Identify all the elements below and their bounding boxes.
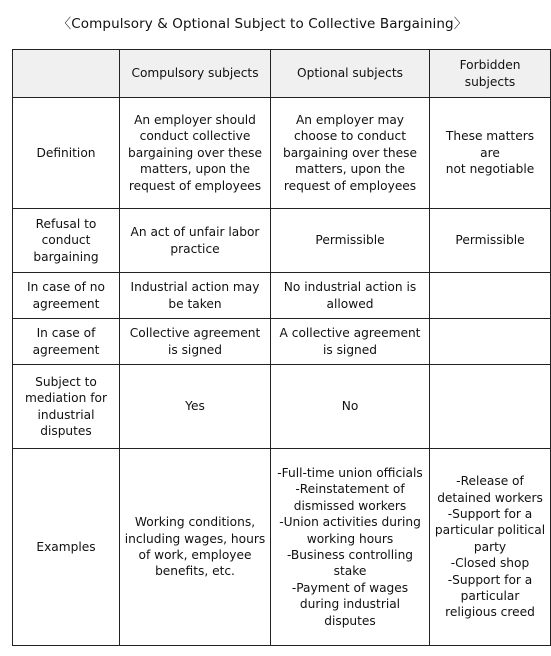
row-label-definition: Definition <box>13 98 120 209</box>
cell-optional: No <box>271 365 430 449</box>
cell-forbidden: These matters are not negotiable <box>430 98 551 209</box>
row-label-refusal: Refusal to conduct bargaining <box>13 209 120 273</box>
document-title: 〈Compulsory & Optional Subject to Collective Bargaining〉 <box>57 16 468 32</box>
header-cell-compulsory: Compulsory subjects <box>120 50 271 98</box>
table-row <box>13 273 551 319</box>
cell-compulsory: Yes <box>120 365 271 449</box>
cell-optional: A collective agreement is signed <box>271 319 430 365</box>
table-row <box>13 365 551 449</box>
cell-compulsory: Industrial action may be taken <box>120 273 271 319</box>
cell-forbidden <box>430 273 551 319</box>
cell-optional: No industrial action is allowed <box>271 273 430 319</box>
header-cell-empty <box>13 50 120 98</box>
row-label-agreement: In case of agreement <box>13 319 120 365</box>
header-cell-forbidden: Forbidden subjects <box>430 50 551 98</box>
cell-forbidden: -Release of detained workers -Support for a particular political party -Closed shop -Support for a particular religious creed <box>430 449 551 646</box>
table-row <box>13 319 551 365</box>
cell-optional: -Full-time union officials -Reinstatement of dismissed workers -Union activities during working hours -Business controlling stake -Payment of wages during industrial disputes <box>271 449 430 646</box>
row-label-examples: Examples <box>13 449 120 646</box>
table-row <box>13 98 551 209</box>
table-row <box>13 449 551 646</box>
cell-optional: An employer may choose to conduct bargaining over these matters, upon the request of employees <box>271 98 430 209</box>
cell-compulsory: Working conditions, including wages, hours of work, employee benefits, etc. <box>120 449 271 646</box>
row-label-mediation: Subject to mediation for industrial disputes <box>13 365 120 449</box>
cell-forbidden <box>430 365 551 449</box>
bargaining-subjects-table <box>12 49 551 646</box>
row-label-no-agreement: In case of no agreement <box>13 273 120 319</box>
cell-compulsory: An act of unfair labor practice <box>120 209 271 273</box>
cell-forbidden <box>430 319 551 365</box>
header-cell-optional: Optional subjects <box>271 50 430 98</box>
cell-optional: Permissible <box>271 209 430 273</box>
table-header-row <box>13 50 551 98</box>
cell-forbidden: Permissible <box>430 209 551 273</box>
cell-compulsory: Collective agreement is signed <box>120 319 271 365</box>
table-row <box>13 209 551 273</box>
cell-compulsory: An employer should conduct collective bargaining over these matters, upon the request of employees <box>120 98 271 209</box>
